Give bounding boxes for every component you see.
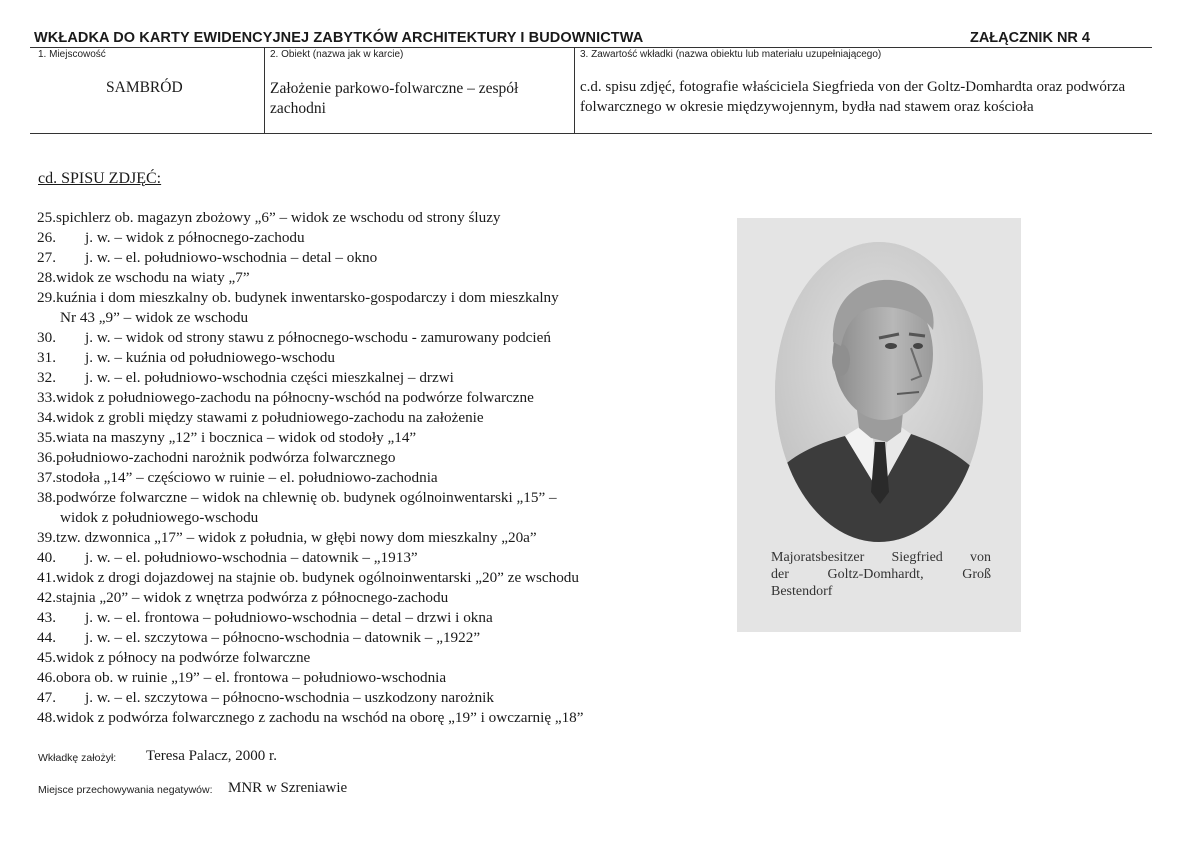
photo-list-item — [37, 548, 737, 568]
photo-description: j. w. – el. południowo-wschodnia – datownik – „1913” — [85, 549, 418, 566]
photo-number: 29. — [37, 289, 56, 306]
photo-number: 33. — [37, 389, 56, 406]
object-value-line: zachodni — [270, 100, 326, 117]
photo-description: j. w. – el. frontowa – południowo-wschodnia – detal – drzwi i okna — [85, 609, 493, 626]
photo-list-item — [37, 628, 737, 648]
photo-description: wiata na maszyny „12” i bocznica – widok od stodoły „14” — [55, 429, 417, 446]
photo-list-item — [37, 348, 737, 368]
photo-list-item — [37, 428, 737, 448]
photo-number: 43. — [37, 609, 56, 626]
photo-list-item — [37, 208, 737, 228]
object-label: 2. Obiekt (nazwa jak w karcie) — [270, 49, 404, 60]
photo-description: tzw. dzwonnica „17” – widok z południa, w głębi nowy dom mieszkalny „20a” — [55, 529, 537, 546]
photo-number: 45. — [37, 649, 56, 666]
form-top-rule — [30, 47, 1152, 48]
photo-number: 39. — [37, 529, 56, 546]
caption-line: Bestendorf — [771, 584, 833, 599]
photo-description: j. w. – el. południowo-wschodnia części mieszkalnej – drzwi — [85, 369, 454, 386]
column-divider — [574, 47, 575, 134]
photo-description: Nr 43 „9” – widok ze wschodu — [60, 309, 249, 326]
photo-list-item — [37, 328, 737, 348]
photo-list-item — [37, 288, 737, 308]
photo-list-item — [37, 488, 737, 508]
storage-label: Miejsce przechowywania negatywów: — [38, 784, 213, 796]
photo-description: stajnia „20” – widok z wnętrza podwórza z północnego-zachodu — [55, 589, 449, 606]
photo-list-item — [37, 688, 737, 708]
photo-number: 35. — [37, 429, 56, 446]
photo-description: j. w. – el. szczytowa – północno-wschodnia – uszkodzony narożnik — [85, 689, 494, 706]
contents-value-line: c.d. spisu zdjęć, fotografie właściciela Siegfrieda von der Goltz-Domhardta oraz podwórza — [580, 79, 1126, 95]
photo-list-item — [37, 708, 737, 728]
photo-description: j. w. – widok od strony stawu z północnego-wschodu - zamurowany podcień — [85, 329, 551, 346]
photo-number: 34. — [37, 409, 56, 426]
portrait-illustration — [775, 242, 983, 542]
photo-description: j. w. – widok z północnego-zachodu — [85, 229, 305, 246]
locality-label: 1. Miejscowość — [38, 49, 106, 60]
photo-description: obora ob. w ruinie „19” – el. frontowa – południowo-wschodnia — [55, 669, 447, 686]
caption-line: Majoratsbesitzer Siegfried von — [771, 550, 991, 565]
photo-number: 40. — [37, 549, 56, 566]
photo-number: 46. — [37, 669, 56, 686]
photo-list — [37, 208, 737, 728]
photo-description: widok ze wschodu na wiaty „7” — [55, 269, 250, 286]
photo-list-item — [37, 468, 737, 488]
photo-number: 28. — [37, 269, 56, 286]
photo-list-item — [37, 268, 737, 288]
photo-list-item — [37, 528, 737, 548]
portrait-photo — [775, 242, 983, 542]
caption-line: der Goltz-Domhardt, Groß — [771, 567, 991, 582]
author-label: Wkładkę założył: — [38, 752, 117, 764]
photo-list-item — [37, 588, 737, 608]
photo-description: widok z drogi dojazdowej na stajnie ob. budynek ogólnoinwentarski „20” ze wschodu — [55, 569, 579, 586]
object-value-line: Założenie parkowo-folwarczne – zespół — [270, 80, 519, 97]
locality-value: SAMBRÓD — [106, 79, 183, 96]
photo-number: 37. — [37, 469, 56, 486]
photo-number: 41. — [37, 569, 56, 586]
author-value: Teresa Palacz, 2000 r. — [146, 748, 277, 764]
photo-list-item — [37, 568, 737, 588]
photo-list-item — [37, 648, 737, 668]
photo-list-item — [37, 668, 737, 688]
photo-number: 30. — [37, 329, 56, 346]
object-value — [270, 79, 518, 119]
photo-list-item — [37, 448, 737, 468]
photo-number: 26. — [37, 229, 56, 246]
photo-list-item — [37, 608, 737, 628]
photo-description: j. w. – kuźnia od południowego-wschodu — [85, 349, 335, 366]
photo-list-item — [37, 388, 737, 408]
photo-description: stodoła „14” – częściowo w ruinie – el. południowo-zachodnia — [55, 469, 438, 486]
photo-number: 36. — [37, 449, 56, 466]
photo-list-item — [37, 508, 737, 528]
storage-value: MNR w Szreniawie — [228, 780, 348, 796]
annex-number: ZAŁĄCZNIK NR 4 — [969, 30, 1090, 46]
photo-number: 25. — [37, 209, 56, 226]
photo-description: widok z południowego-wschodu — [60, 509, 259, 526]
photo-description: południowo-zachodni narożnik podwórza folwarcznego — [55, 449, 396, 466]
photo-number: 38. — [37, 489, 56, 506]
photo-list-item — [37, 408, 737, 428]
photo-description: j. w. – el. południowo-wschodnia – detal – okno — [85, 249, 378, 266]
contents-label: 3. Zawartość wkładki (nazwa obiektu lub materiału uzupełniającego) — [580, 49, 882, 60]
photo-card — [737, 218, 1021, 632]
photo-description: j. w. – el. szczytowa – północno-wschodnia – datownik – „1922” — [85, 629, 481, 646]
contents-value — [580, 77, 1125, 117]
photo-description: widok z południowego-zachodu na północny-wschód na podwórze folwarczne — [55, 389, 534, 406]
column-divider — [264, 47, 265, 134]
document-title: WKŁADKA DO KARTY EWIDENCYJNEJ ZABYTKÓW ARCHITEKTURY I BUDOWNICTWA — [34, 30, 644, 46]
photo-description: spichlerz ob. magazyn zbożowy „6” – widok ze wschodu od strony śluzy — [55, 209, 501, 226]
photo-description: podwórze folwarczne – widok na chlewnię ob. budynek ogólnoinwentarski „15” – — [55, 489, 557, 506]
photo-description: widok z północy na podwórze folwarczne — [55, 649, 311, 666]
photo-list-item — [37, 368, 737, 388]
photo-number: 47. — [37, 689, 56, 706]
section-title: cd. SPISU ZDJĘĆ: — [38, 170, 162, 187]
photo-list-item — [37, 248, 737, 268]
photo-number: 48. — [37, 709, 56, 726]
photo-number: 27. — [37, 249, 56, 266]
photo-list-item — [37, 228, 737, 248]
form-bottom-rule — [30, 133, 1152, 134]
photo-caption — [771, 549, 991, 600]
photo-number: 32. — [37, 369, 56, 386]
photo-description: kuźnia i dom mieszkalny ob. budynek inwentarsko-gospodarczy i dom mieszkalny — [55, 289, 559, 306]
photo-number: 42. — [37, 589, 56, 606]
photo-description: widok z podwórza folwarcznego z zachodu na wschód na oborę „19” i owczarnię „18” — [55, 709, 584, 726]
photo-number: 44. — [37, 629, 56, 646]
contents-value-line: folwarcznego w okresie międzywojennym, bydła nad stawem oraz kościoła — [580, 99, 1034, 115]
photo-description: widok z grobli między stawami z południowego-zachodu na założenie — [55, 409, 484, 426]
photo-list-item — [37, 308, 737, 328]
photo-number: 31. — [37, 349, 56, 366]
